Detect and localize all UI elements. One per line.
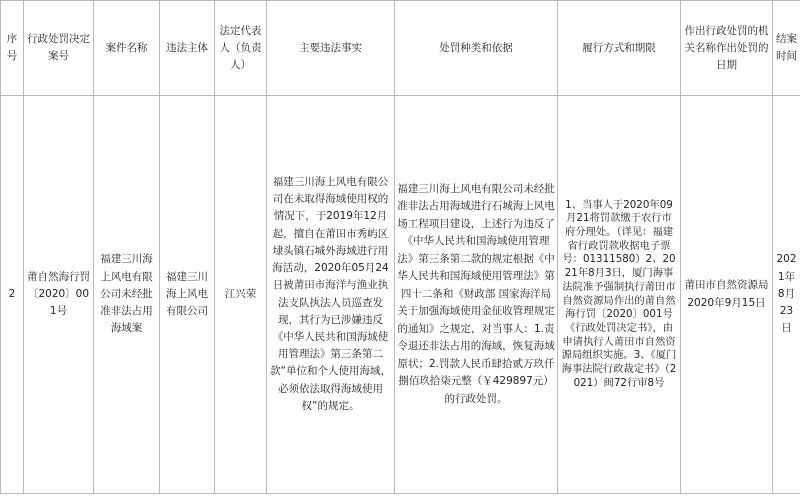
cell-penalty: 福建三川海上风电有限公司未经批准非法占用海域进行石城海上风电场工程项目建设，上述行为违反了《中华人民共和国海域使用管理法》第三条第二款的规定根据《中华人民共和国海域使用管理法》第四十二条和《财政部 国家海洋局关于加强海域使用金征收管理规定的通知》之规定，对当事人：1.责令退还非法占用的海域，恢复海域原状；2.罚款人民币肆拾贰万玖仟捌佰玖拾柒元整（￥429897元）的行政处罚。 <box>395 96 558 494</box>
header-facts: 主要违法事实 <box>267 1 395 96</box>
decision-date: 2020年9月15日 <box>687 296 766 309</box>
header-authority-date: 作出行政处罚的机关名称作出处罚的日期 <box>681 1 773 96</box>
authority-name: 莆田市自然资源局 <box>684 279 769 292</box>
cell-facts: 福建三川海上风电有限公司在未取得海域使用权的情况下，于2019年12月起，擅自在莆田市秀屿区埭头镇石城外海域进行用海活动，2020年05月24日被莆田市海洋与渔业执法支队执法人员巡查发现，其行为已涉嫌违反《中华人民共和国海域使用管理法》第三条第二款“单位和个人使用海域，必须依法取得海域使用权”的规定。 <box>267 96 395 494</box>
header-row <box>1 1 800 96</box>
header-legal-rep: 法定代表人（负责人） <box>215 1 267 96</box>
header-seq: 序号 <box>1 1 24 96</box>
cell-performance: 1、当事人于2020年09月21将罚款缴于农行市府分理处。（详见：福建省行政罚款收据电子票号：01311580）2、2021年8月3日，厦门海事法院准予强制执行莆田市自然资源局作出的莆自然海行罚〔2020〕001号《行政处罚决定书》，由申请执行人莆田市自然资源局组织实施。3、《厦门海事法院行政裁定书》（2021）闽72行审8号 <box>558 96 681 494</box>
header-penalty: 处罚种类和依据 <box>395 1 558 96</box>
cell-subject: 福建三川海上风电有限公司 <box>160 96 215 494</box>
cell-case-name: 福建三川海上风电有限公司未经批准非法占用海域案 <box>94 96 160 494</box>
cell-doc-no: 莆自然海行罚〔2020〕001号 <box>24 96 94 494</box>
cell-closing-time: 2021年8月23日 <box>773 96 800 494</box>
header-doc-no: 行政处罚决定案号 <box>24 1 94 96</box>
cell-authority-date <box>681 96 773 494</box>
header-performance: 履行方式和期限 <box>558 1 681 96</box>
cell-legal-rep: 江兴荣 <box>215 96 267 494</box>
table-row <box>1 96 800 494</box>
cell-seq: 2 <box>1 96 24 494</box>
header-closing-time: 结案时间 <box>773 1 800 96</box>
header-subject: 违法主体 <box>160 1 215 96</box>
header-case-name: 案件名称 <box>94 1 160 96</box>
